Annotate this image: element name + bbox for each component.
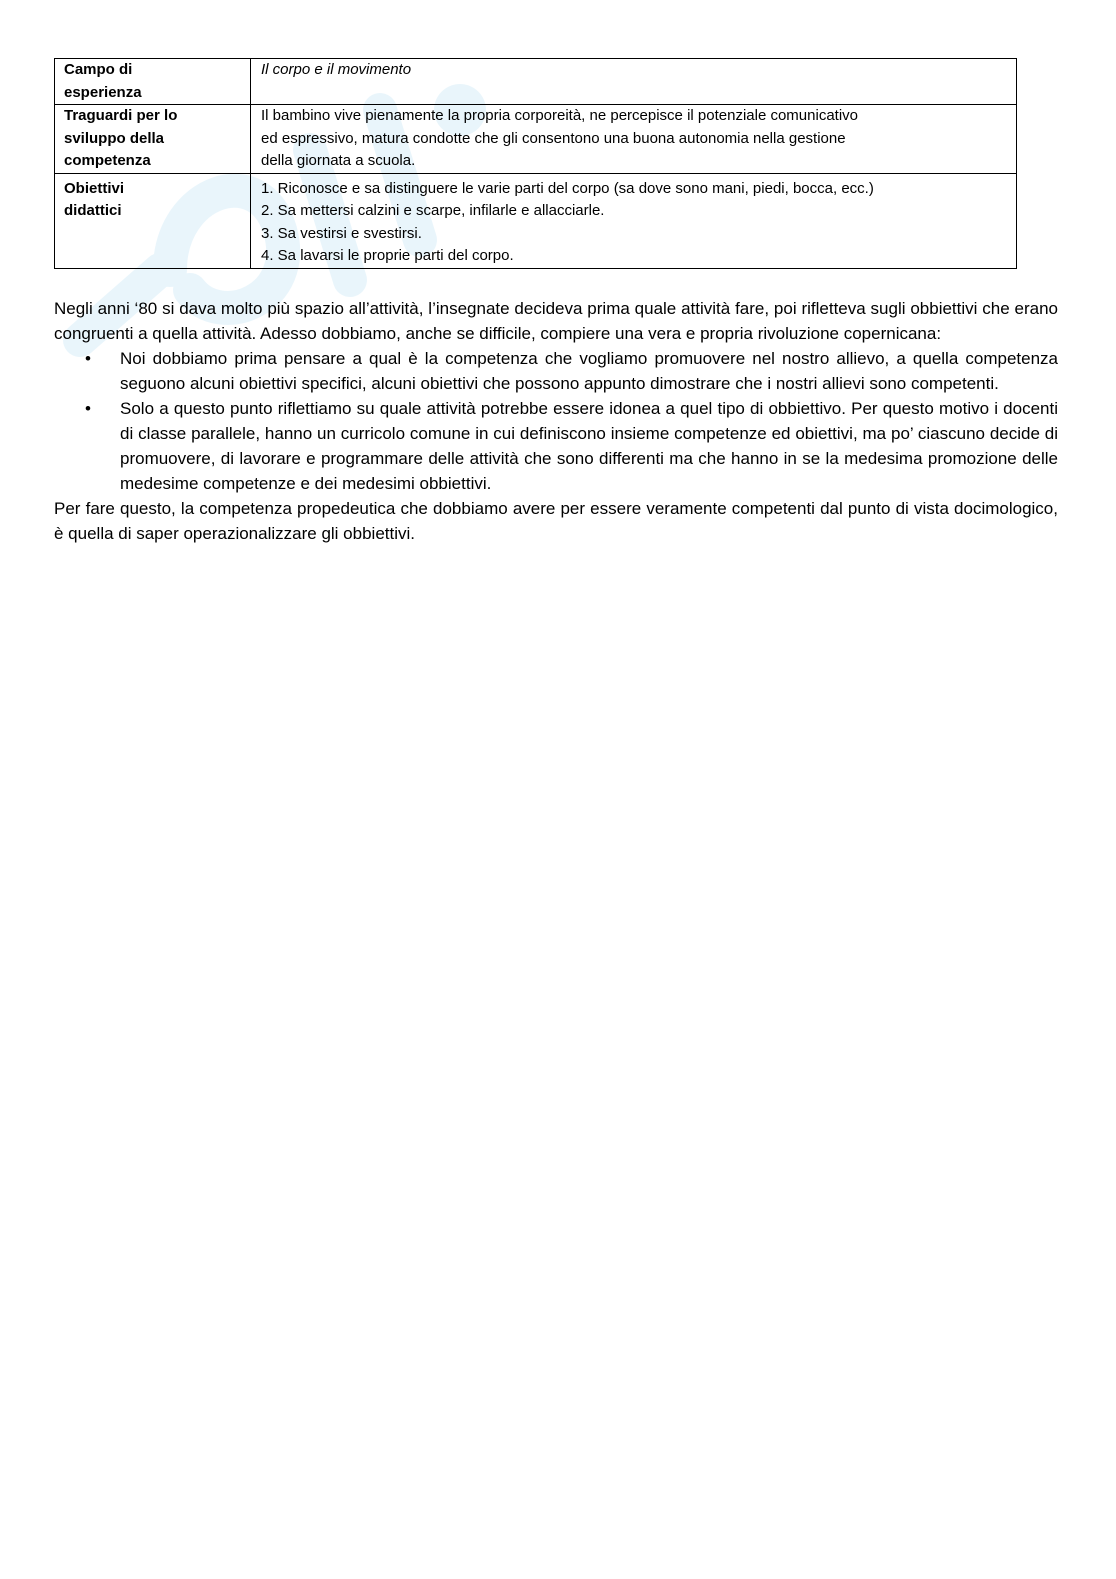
list-item-text: Solo a questo punto riflettiamo su quale attività potrebbe essere idonea a quel tipo di obbiettivo. Per questo motivo i docenti di classe parallele, hanno un curricolo comune in cui definiscono insieme competenze ed obiettivi, ma po’ ciascuno decide di promuovere, di lavorare e programmare delle attività che sono differenti ma che hanno in se la medesima promozione delle medesime competenze e dei medesimi obbiettivi.	[120, 398, 1058, 493]
document-page	[54, 58, 1058, 546]
row-value: 1. Riconosce e sa distinguere le varie parti del corpo (sa dove sono mani, piedi, bocca, ecc.) 2. Sa mettersi calzini e scarpe, infilarle e allacciarle. 3. Sa vestirsi e svestirsi. 4. Sa lavarsi le proprie parti del corpo.	[251, 173, 1017, 268]
table-row-campo	[55, 59, 1017, 105]
table-row-obiettivi	[55, 173, 1017, 268]
table-row-traguardi	[55, 105, 1017, 174]
row-value: Il corpo e il movimento	[251, 59, 1017, 105]
row-label: Traguardi per lo sviluppo della competenza	[55, 105, 251, 174]
bullet-icon: •	[85, 348, 91, 368]
closing-paragraph: Per fare questo, la competenza propedeutica che dobbiamo avere per essere veramente competenti dal punto di vista docimologico, è quella di saper operazionalizzare gli obbiettivi.	[54, 498, 1058, 543]
intro-paragraph: Negli anni ‘80 si dava molto più spazio all’attività, l’insegnate decideva prima quale attività fare, poi rifletteva sugli obbiettivi che erano congruenti a quella attività. Adesso dobbiamo, anche se difficile, compiere una vera e propria rivoluzione copernicana:	[54, 298, 1058, 343]
list-item-text: Noi dobbiamo prima pensare a qual è la competenza che vogliamo promuovere nel nostro allievo, a quella competenza seguono alcuni obiettivi specifici, alcuni obiettivi che possono appunto dimostrare che i nostri allievi sono competenti.	[120, 348, 1058, 393]
bullet-icon: •	[85, 398, 91, 418]
row-label: Campo di esperienza	[55, 59, 251, 105]
competence-table	[54, 58, 1017, 269]
row-label: Obiettivi didattici	[55, 173, 251, 268]
list-item	[54, 346, 1058, 396]
list-item	[54, 396, 1058, 496]
bullet-list	[54, 346, 1058, 496]
row-value: Il bambino vive pienamente la propria corporeità, ne percepisce il potenziale comunicativo ed espressivo, matura condotte che gli consentono una buona autonomia nella gestione della giornata a scuola.	[251, 105, 1017, 174]
